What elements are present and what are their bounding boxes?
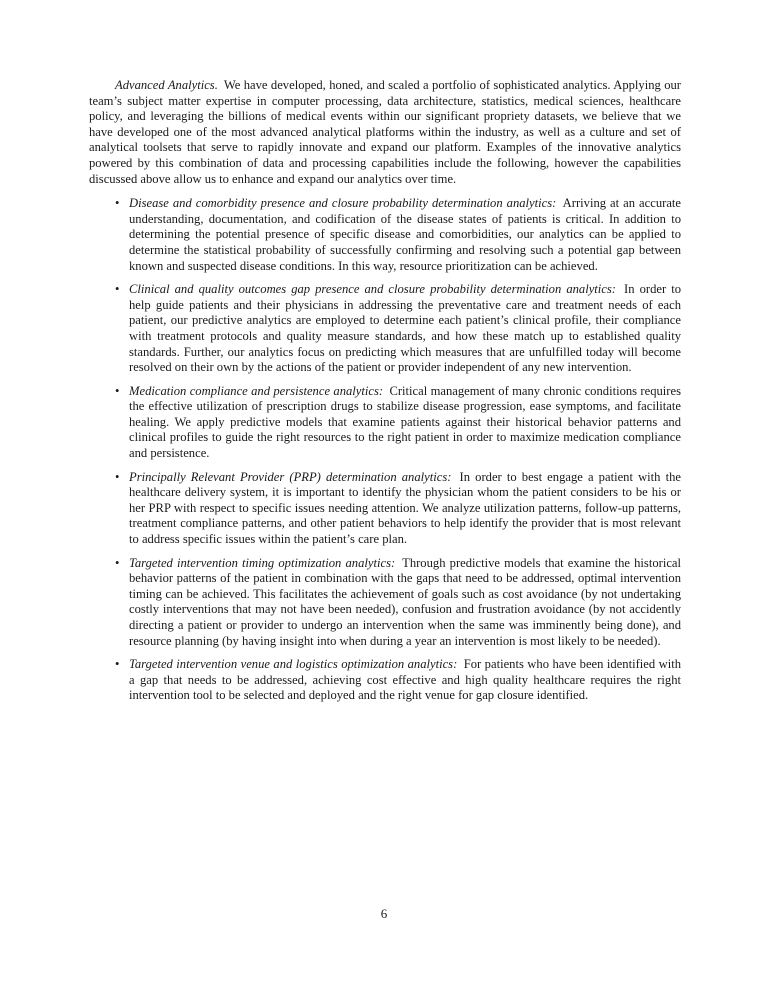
intro-paragraph xyxy=(89,78,681,187)
bullet-icon: • xyxy=(115,469,120,484)
bullet-icon: • xyxy=(115,555,120,570)
list-item xyxy=(89,384,681,462)
list-item xyxy=(89,657,681,704)
list-item-title: Principally Relevant Provider (PRP) determination analytics: xyxy=(129,469,452,484)
document-page xyxy=(89,78,681,712)
analytics-list xyxy=(89,196,681,704)
list-item-text: Arriving at an accurate understanding, documentation, and codification of the disease states of patients is critical. In addition to determining the potential presence of specific disease and comorbidities, our analytics can be applied to determine the statistical probability of successfully confirming and resolving such a potential gap between known and suspected disease conditions. In this way, resource prioritization can be achieved. xyxy=(129,196,681,273)
bullet-icon: • xyxy=(115,657,120,672)
list-item xyxy=(89,470,681,548)
page-number: 6 xyxy=(380,906,388,921)
list-item-title: Clinical and quality outcomes gap presence and closure probability determination analytics: xyxy=(129,282,616,297)
list-item-text: Critical management of many chronic conditions requires the effective utilization of prescription drugs to stabilize disease progression, ease symptoms, and facilitate healing. We apply predictive models that examine patients against their historical behavior patterns and clinical profiles to guide the right resources to the right patient in order to maximize medication compliance and persistence. xyxy=(129,383,681,461)
list-item-text: Through predictive models that examine the historical behavior patterns of the patient in combination with the gaps that need to be addressed, optimal intervention timing can be achieved. This facilitates the achievement of goals such as cost avoidance (by not undertaking costly interventions that may not have been needed), confusion and frustration avoidance (by not accidently directing a patient or provider to undergo an intervention when the same was imminently being done), and resource planning (by having insight into when during a year an intervention is most likely to be needed). xyxy=(129,555,681,648)
list-item-text: For patients who have been identified with a gap that needs to be addressed, achieving cost effective and high quality healthcare requires the right intervention tool to be selected and deployed and the right venue for gap closure identified. xyxy=(129,657,681,703)
list-item-text: In order to best engage a patient with the healthcare delivery system, it is important to identify the physician whom the patient considers to be his or her PRP with respect to specific issues needing attention. We analyze utilization patterns, follow-up patterns, treatment compliance patterns, and other patient behaviors to help identify the provider that is most relevant to address specific issues within the patient’s care plan. xyxy=(129,469,681,547)
list-item-title: Targeted intervention timing optimization analytics: xyxy=(129,555,396,570)
bullet-icon: • xyxy=(115,282,120,297)
intro-heading: Advanced Analytics. xyxy=(115,78,218,92)
bullet-icon: • xyxy=(115,383,120,398)
list-item xyxy=(89,556,681,650)
list-item xyxy=(89,196,681,274)
list-item-title: Targeted intervention venue and logistics optimization analytics: xyxy=(129,657,458,672)
list-item-text: In order to help guide patients and their physicians in addressing the preventative care and treatment needs of each patient, our predictive analytics are employed to determine each patient’s clinical profile, their compliance with treatment protocols and quality measure standards, and how these match up to established quality standards. Further, our analytics focus on predicting which measures that are unfulfilled today will become resolved on their own by the actions of the patient or provider independent of any new intervention. xyxy=(129,282,681,375)
list-item-title: Medication compliance and persistence analytics: xyxy=(129,383,384,398)
list-item-title: Disease and comorbidity presence and closure probability determination analytics: xyxy=(129,196,557,211)
list-item xyxy=(89,282,681,376)
bullet-icon: • xyxy=(115,196,120,211)
intro-text: We have developed, honed, and scaled a portfolio of sophisticated analytics. Applying our team’s subject matter expertise in computer processing, data architecture, statistics, medical sciences, healthcare policy, and leveraging the billions of medical events within our significant propriety datasets, we believe that we have developed one of the most advanced analytical platforms within the industry, as well as a culture and set of analytical toolsets that serve to rapidly innovate and expand our platform. Examples of the innovative analytics powered by this combination of data and processing capabilities include the following, however the capabilities discussed above allow us to enhance and expand our analytics over time. xyxy=(89,78,682,186)
